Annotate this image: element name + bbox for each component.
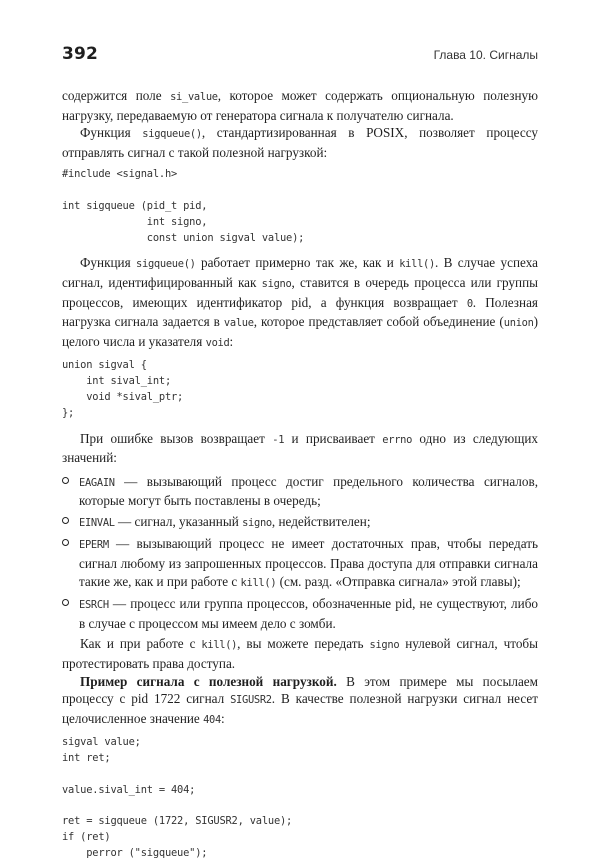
bullet-icon xyxy=(62,599,69,606)
code-block-sigqueue-prototype: #include <signal.h> int sigqueue (pid_t pid, int signo, const union sigval value); xyxy=(62,168,305,244)
code-block-union-sigval: union sigval { int sival_int; void *sival_ptr; }; xyxy=(62,359,184,419)
error-list xyxy=(62,473,538,633)
list-item: EINVAL — сигнал, указанный signo, недействителен; xyxy=(62,513,538,533)
code-block-payload-example: sigval value; int ret; value.sival_int = 404; ret = sigqueue (1722, SIGUSR2, value); if (ret) perror ("sigqueue"); xyxy=(62,736,293,859)
list-item: ESRCH — процесс или группа процессов, обозначенные pid, не существуют, либо в случае с процессом мы имеем дело с зомби. xyxy=(62,595,538,632)
paragraph-errors-intro: При ошибке вызов возвращает -1 и присваивает errno одно из следующих значений: xyxy=(62,430,539,466)
example-heading: Пример сигнала с полезной нагрузкой. xyxy=(80,673,337,689)
page-header xyxy=(62,44,538,70)
chapter-title: Глава 10. Сигналы xyxy=(433,48,538,62)
paragraph-si-value: содержится поле si_value, которое может содержать опциональную полезную нагрузку, передаваемую от генератора сигнала к получателю сигнала. xyxy=(62,88,538,123)
bullet-icon xyxy=(62,477,69,484)
paragraph-sigqueue-intro: Функция sigqueue(), стандартизированная в POSIX, позволяет процессу отправлять сигнал с такой полезной нагрузкой: xyxy=(62,125,538,160)
page-number: 392 xyxy=(62,44,99,64)
list-item: EAGAIN — вызывающий процесс достиг предельного количества сигналов, которые могут быть поставлены в очередь; xyxy=(62,473,538,510)
bullet-icon xyxy=(62,539,69,546)
page-body xyxy=(62,87,538,862)
bullet-icon xyxy=(62,517,69,524)
paragraph-null-signal: Как и при работе с kill(), вы можете передать signo нулевой сигнал, чтобы протестировать права доступа. xyxy=(62,636,539,672)
list-item: EPERM — вызывающий процесс не имеет достаточных прав, чтобы передать сигнал любому из запрошенных процессов. Права доступа для отправки сигнала такие же, как и при работе с kill() (см. разд. «Отправка сигнала» этой главы); xyxy=(62,535,538,592)
paragraph-payload-example: Пример сигнала с полезной нагрузкой. В этом примере мы посылаем процессу с pid 1722 сигнал SIGUSR2. В качестве полезной нагрузки сигнал несет целочисленное значение 404: xyxy=(62,673,538,726)
paragraph-sigqueue-description: Функция sigqueue() работает примерно так же, как и kill(). В случае успеха сигнал, идентифицированный как signo, ставится в очередь процесса или группы процессов, имеющих идентификатор pid, а функция возвращает 0. Полезная нагрузка сигнала задается в value, которое представляет собой объединение (union) целого числа и указателя void: xyxy=(62,255,538,349)
